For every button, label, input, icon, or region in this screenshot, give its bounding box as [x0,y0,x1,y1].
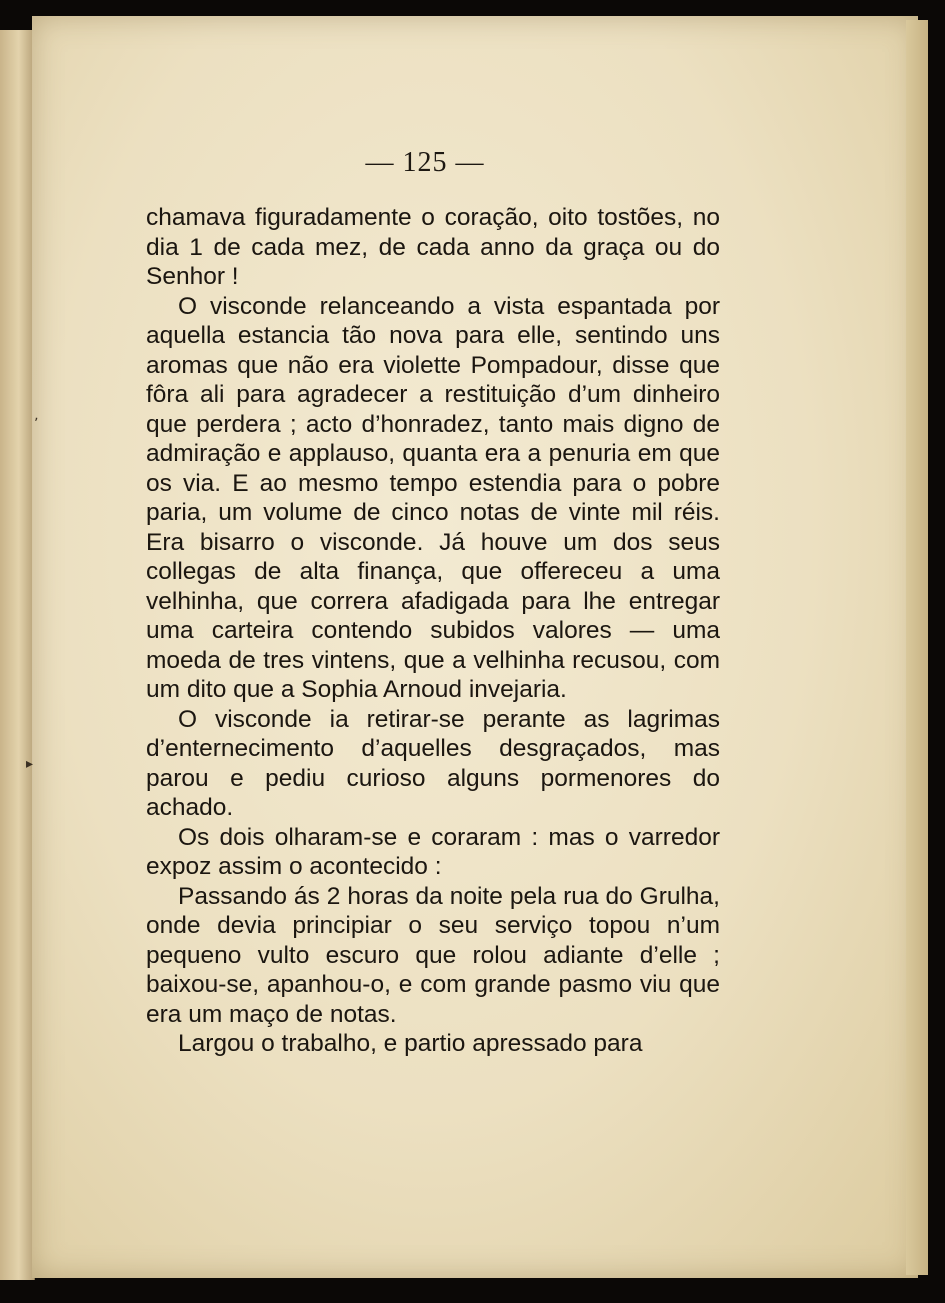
paragraph: Passando ás 2 horas da noite pela rua do Grulha, onde devia principiar o seu serviço topou n’um pequeno vulto escuro que rolou adiante d’elle ; baixou-se, apanhou-o, e com grande pasmo viu que era um maço de notas. [146,882,720,1028]
paragraph: O visconde relanceando a vista espantada por aquella estancia tão nova para elle, sentindo uns aromas que não era violette Pompadour, disse que fôra ali para agradecer a restituição d’um dinheiro que perdera ; acto d’honradez, tanto mais digno de admiração e applauso, quanta era a penuria em que os via. E ao mesmo tempo estendia para o pobre paria, um volume de cinco notas de vinte mil réis. Era bisarro o visconde. Já houve um dos seus collegas de alta finança, que offereceu a uma velhinha, que correra afadigada para lhe entregar uma carteira contendo subidos valores — uma moeda de tres vintens, que a velhinha recusou, com um dito que a Sophia Arnoud invejaria. [146,292,720,703]
margin-mark: ▸ [26,756,34,772]
paragraph: Largou o trabalho, e partio apressado para [178,1030,643,1057]
paragraph: chamava figuradamente o coração, oito tostões, no dia 1 de cada mez, de cada anno da graça ou do Senhor ! [146,204,720,290]
paragraph: O visconde ia retirar-se perante as lagrimas d’enternecimento d’aquelles desgraçados, mas parou e pediu curioso alguns pormenores do achado. [146,705,720,821]
page-fore-edge [906,20,928,1275]
body-text [146,203,720,1059]
margin-mark: ʼ [34,416,39,432]
page-number: — 125 — [365,147,485,178]
paragraph: Os dois olharam-se e coraram : mas o varredor expoz assim o acontecido : [146,823,720,880]
previous-page-edge [0,30,35,1280]
